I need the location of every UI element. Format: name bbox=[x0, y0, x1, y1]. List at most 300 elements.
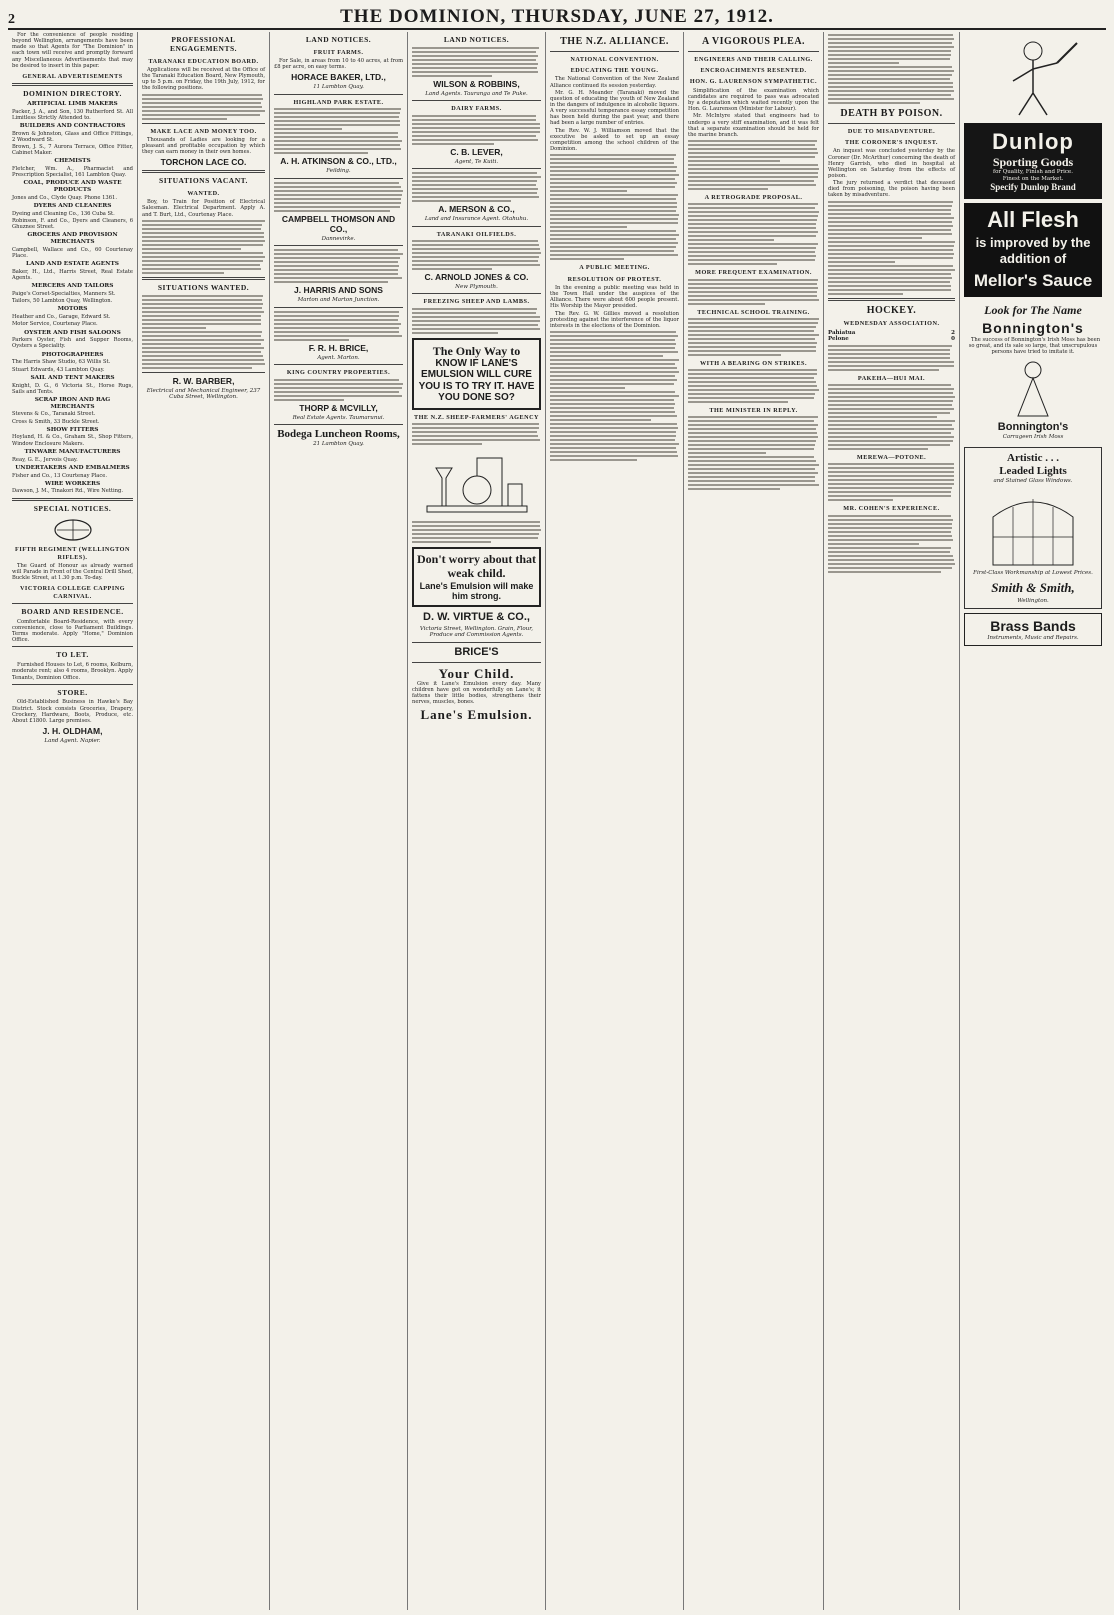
text-line bbox=[550, 154, 676, 156]
retrograde-heading: A RETROGRADE PROPOSAL. bbox=[704, 193, 803, 201]
text-line bbox=[274, 108, 401, 110]
text-line bbox=[828, 491, 951, 493]
text-line bbox=[688, 338, 815, 340]
text-line bbox=[550, 331, 676, 333]
directory-category: GROCERS AND PROVISION MERCHANTS bbox=[27, 232, 118, 246]
text-line bbox=[550, 190, 627, 192]
campbell-sub: Dannevirke. bbox=[321, 235, 356, 242]
alliance-body bbox=[550, 76, 679, 152]
vacant-text: Boy, to Train for Position of Electrical Salesman. Electrical Department. Apply A. and T. Burt, Ltd., Courtenay Place. bbox=[142, 199, 265, 218]
dunlop-line2: Finest on the Market. bbox=[1002, 175, 1064, 182]
text-line bbox=[142, 232, 264, 234]
text-line bbox=[550, 234, 679, 236]
text-line bbox=[828, 269, 955, 271]
text-line bbox=[412, 435, 538, 437]
directory-item: Tailors, 50 Lambton Quay, Wellington. bbox=[12, 298, 113, 305]
text-line bbox=[688, 401, 788, 403]
text-line bbox=[550, 439, 675, 441]
text-line bbox=[274, 148, 401, 150]
text-line bbox=[688, 255, 816, 257]
text-line bbox=[688, 176, 818, 178]
text-line bbox=[828, 249, 953, 251]
brices-name: BRICE'S bbox=[454, 645, 499, 658]
plea-sub1: ENGINEERS AND THEIR CALLING. bbox=[694, 55, 813, 63]
lace-company: TORCHON LACE CO. bbox=[160, 157, 247, 168]
text-line bbox=[274, 132, 398, 134]
dont-worry-ad bbox=[412, 547, 541, 607]
smith-name: Smith & Smith, bbox=[991, 579, 1075, 595]
text-line bbox=[412, 537, 538, 539]
text-line bbox=[142, 315, 261, 317]
text-line bbox=[688, 464, 819, 466]
store-text: Old-Established Business in Hawke's Bay District. Stock consists Groceries, Drapery, Crockery, Hardware, Boots, Produce, etc. About £1800. Large premises. bbox=[12, 699, 133, 724]
text-line bbox=[142, 335, 261, 337]
text-line bbox=[274, 210, 390, 212]
dunlop-ad bbox=[964, 123, 1102, 199]
directory-item: Jones and Co., Clyde Quay. Phone 1361. bbox=[12, 195, 117, 202]
lanes-emulsion-ad bbox=[412, 338, 541, 410]
text-line bbox=[142, 236, 264, 238]
text-line bbox=[688, 420, 814, 422]
oldham-name: J. H. OLDHAM, bbox=[42, 725, 103, 736]
directory-category: OYSTER AND FISH SALOONS bbox=[24, 329, 121, 336]
text-line bbox=[688, 440, 816, 442]
lights-2: Leaded Lights bbox=[999, 464, 1067, 477]
directory-item: Heather and Co., Garage, Edward St. bbox=[12, 314, 111, 321]
text-line bbox=[142, 331, 262, 333]
score-row bbox=[828, 336, 955, 342]
text-line bbox=[142, 252, 263, 254]
text-line bbox=[412, 143, 494, 145]
text-line bbox=[412, 75, 492, 77]
text-line bbox=[828, 416, 937, 418]
allflesh-1: All Flesh bbox=[987, 206, 1079, 232]
text-line bbox=[550, 254, 678, 256]
poison-sub1: DUE TO MISADVENTURE. bbox=[847, 127, 936, 135]
text-line bbox=[688, 385, 817, 387]
directory-category: PHOTOGRAPHERS bbox=[41, 351, 104, 358]
text-line bbox=[550, 355, 663, 357]
text-line bbox=[550, 186, 675, 188]
directory-heading: DOMINION DIRECTORY. bbox=[23, 89, 122, 99]
directory-category: MERCERS AND TAILORS bbox=[31, 283, 114, 290]
text-line bbox=[412, 308, 537, 310]
text-line bbox=[688, 428, 816, 430]
text-line bbox=[828, 467, 954, 469]
text-line bbox=[550, 403, 675, 405]
text-line bbox=[274, 257, 400, 259]
text-line bbox=[688, 424, 818, 426]
text-line bbox=[550, 419, 651, 421]
text-line bbox=[688, 346, 816, 348]
text-line bbox=[688, 432, 817, 434]
regiment-heading: FIFTH REGIMENT (WELLINGTON RIFLES). bbox=[15, 546, 130, 561]
lace-heading: MAKE LACE AND MONEY TOO. bbox=[150, 127, 257, 135]
newspaper-columns bbox=[8, 32, 1106, 1610]
text-line bbox=[274, 395, 402, 397]
text-line bbox=[142, 339, 264, 341]
text-line bbox=[688, 330, 814, 332]
text-line bbox=[828, 58, 950, 60]
bonn-brand-sub: Carrageen Irish Moss bbox=[1002, 434, 1064, 441]
text-line bbox=[412, 312, 536, 314]
prof-heading: PROFESSIONAL ENGAGEMENTS. bbox=[169, 35, 238, 53]
text-line bbox=[550, 178, 675, 180]
text-line bbox=[828, 515, 951, 517]
text-line bbox=[828, 261, 895, 263]
poison-sub2: THE CORONER'S INQUEST. bbox=[845, 139, 938, 147]
dunlop-line1: for Quality, Finish and Price. bbox=[993, 169, 1073, 176]
text-line bbox=[828, 225, 953, 227]
text-line bbox=[142, 260, 263, 262]
merewa-heading: MEREWA—POTONE. bbox=[856, 454, 927, 461]
alliance-sub2: EDUCATING THE YOUNG. bbox=[570, 67, 659, 75]
baker-sub: 11 Lambton Quay. bbox=[313, 84, 364, 91]
laboratory-illustration bbox=[422, 448, 532, 518]
column-6 bbox=[684, 32, 824, 1610]
directory-category: ARTIFICIAL LIMB MAKERS bbox=[27, 100, 118, 107]
bodega-name: Bodega Luncheon Rooms, bbox=[277, 428, 400, 441]
text-line bbox=[550, 343, 676, 345]
text-line bbox=[412, 248, 540, 250]
text-line bbox=[688, 180, 814, 182]
oldham-sub: Land Agent. Napier. bbox=[44, 737, 101, 744]
text-line bbox=[274, 379, 399, 381]
text-line bbox=[274, 391, 399, 393]
your-child-heading: Your Child. bbox=[438, 665, 515, 681]
text-line bbox=[828, 555, 953, 557]
text-line bbox=[550, 258, 624, 260]
dairy-heading: DAIRY FARMS. bbox=[451, 105, 502, 113]
jones-name: C. ARNOLD JONES & CO. bbox=[424, 271, 529, 282]
text-line bbox=[142, 299, 262, 301]
text-line bbox=[550, 435, 676, 437]
text-line bbox=[274, 120, 400, 122]
text-line bbox=[828, 400, 953, 402]
text-line bbox=[274, 190, 403, 192]
window-illustration bbox=[983, 487, 1083, 567]
directory-item: Campbell, Wallace and Co., 60 Courtenay Place. bbox=[12, 247, 133, 260]
mellors-sauce-ad bbox=[964, 203, 1102, 298]
text-line bbox=[274, 331, 399, 333]
smith-city: Wellington. bbox=[1017, 597, 1049, 604]
bonningtons-ad bbox=[964, 303, 1102, 441]
text-line bbox=[688, 468, 815, 470]
text-line bbox=[688, 231, 818, 233]
text-line bbox=[142, 98, 263, 100]
score-table bbox=[828, 330, 955, 343]
vacant2-heading: SITUATIONS WANTED. bbox=[157, 282, 250, 292]
article-paragraph: In the evening a public meeting was held in the Town Hall under the auspices of the Alliance. There were about 600 people present. His Worship the Mayor presided. bbox=[550, 284, 679, 310]
column-7 bbox=[824, 32, 960, 1610]
thorp-sub: Real Estate Agents. Taumarunui. bbox=[292, 414, 385, 421]
article-paragraph: Mr. G. H. Meander (Taranaki) moved the question of educating the youth of New Zealand in the dangers of indulgence in alcoholic liquors. A very successful temperance essay competition has been held during the past year, and there had been a large number of entries. bbox=[550, 89, 679, 127]
text-line bbox=[828, 444, 950, 446]
text-line bbox=[274, 202, 401, 204]
text-line bbox=[828, 94, 951, 96]
page-number: 2 bbox=[8, 12, 15, 27]
column-3 bbox=[270, 32, 408, 1610]
lever-name: C. B. LEVER, bbox=[450, 146, 503, 157]
masthead bbox=[8, 4, 1106, 30]
text-line bbox=[688, 227, 816, 229]
text-line bbox=[142, 343, 261, 345]
text-line bbox=[274, 383, 403, 385]
directory-item: Reay, G. E., Jervois Quay. bbox=[12, 456, 78, 463]
land-heading-4: LAND NOTICES. bbox=[443, 35, 510, 44]
text-line bbox=[412, 176, 541, 178]
text-line bbox=[828, 281, 950, 283]
text-line bbox=[688, 215, 818, 217]
text-line bbox=[550, 375, 675, 377]
brass-bands-ad bbox=[964, 613, 1102, 646]
brice-name: F. R. H. BRICE, bbox=[308, 342, 369, 353]
text-line bbox=[142, 303, 263, 305]
text-line bbox=[828, 563, 955, 565]
minister-heading: THE MINISTER IN REPLY. bbox=[709, 407, 798, 415]
text-line bbox=[828, 531, 951, 533]
text-line bbox=[412, 71, 538, 73]
alliance-sub1: NATIONAL CONVENTION. bbox=[570, 55, 659, 63]
team-score: 2 bbox=[951, 329, 955, 336]
text-line bbox=[828, 499, 893, 501]
text-line bbox=[828, 361, 954, 363]
text-line bbox=[688, 243, 818, 245]
text-line bbox=[142, 319, 261, 321]
text-line bbox=[142, 272, 224, 274]
text-line bbox=[688, 152, 818, 154]
text-line bbox=[412, 439, 540, 441]
text-line bbox=[688, 188, 768, 190]
text-line bbox=[412, 172, 537, 174]
sportsman-illustration bbox=[973, 35, 1093, 119]
text-line bbox=[412, 525, 540, 527]
text-line bbox=[142, 248, 241, 250]
text-line bbox=[412, 55, 538, 57]
text-line bbox=[550, 174, 679, 176]
text-line bbox=[274, 112, 400, 114]
text-line bbox=[550, 222, 678, 224]
text-line bbox=[274, 249, 398, 251]
text-line bbox=[274, 265, 399, 267]
text-line bbox=[828, 241, 955, 243]
text-line bbox=[688, 342, 817, 344]
text-line bbox=[688, 279, 818, 281]
lanes-line-1: The Only Way to bbox=[432, 343, 521, 358]
text-line bbox=[142, 110, 265, 112]
text-line bbox=[828, 217, 954, 219]
text-line bbox=[274, 335, 402, 337]
text-line bbox=[828, 46, 954, 48]
text-line bbox=[412, 260, 538, 262]
text-line bbox=[688, 452, 766, 454]
text-line bbox=[274, 206, 400, 208]
text-line bbox=[828, 209, 951, 211]
text-line bbox=[142, 351, 261, 353]
wanted-label: WANTED. bbox=[187, 190, 220, 198]
text-line bbox=[274, 253, 403, 255]
team-name: Pelone bbox=[828, 336, 849, 343]
text-line bbox=[412, 328, 540, 330]
crest-icon bbox=[43, 516, 103, 542]
text-line bbox=[550, 182, 677, 184]
text-line bbox=[688, 416, 818, 418]
text-line bbox=[688, 203, 818, 205]
farmers-heading: THE N.Z. SHEEP-FARMERS' AGENCY bbox=[413, 413, 540, 421]
text-line bbox=[828, 349, 950, 351]
text-line bbox=[412, 135, 536, 137]
directory-category: CHEMISTS bbox=[54, 158, 91, 165]
text-line bbox=[828, 62, 899, 64]
vacant-heading: SITUATIONS VACANT. bbox=[159, 176, 248, 186]
text-line bbox=[828, 82, 953, 84]
text-line bbox=[550, 407, 674, 409]
directory-item: Stevens & Co., Taranaki Street. bbox=[12, 411, 96, 418]
directory-category: WIRE WORKERS bbox=[44, 480, 101, 487]
frequent-heading: MORE FREQUENT EXAMINATION. bbox=[695, 269, 812, 277]
pakeha-heading: PAKEHA—HUI MAI. bbox=[857, 374, 926, 382]
text-line bbox=[412, 59, 536, 61]
text-line bbox=[274, 315, 399, 317]
text-line bbox=[274, 311, 399, 313]
lanes-line-2: KNOW IF LANE'S EMULSION WILL CURE YOU IS TO TRY IT. HAVE YOU DONE SO? bbox=[418, 357, 535, 404]
highland-heading: HIGHLAND PARK ESTATE. bbox=[293, 98, 384, 106]
text-line bbox=[412, 533, 539, 535]
article-paragraph: Simplification of the examination which candidates are required to pass was advocated by a deputation which waited recently upon the Hon. G. Laurenson (Minister for Labour). bbox=[688, 87, 819, 113]
text-line bbox=[828, 98, 954, 100]
wilson-sub: Land Agents. Tauranga and Te Puke. bbox=[425, 90, 528, 97]
lady-illustration bbox=[988, 358, 1078, 418]
text-line bbox=[550, 230, 676, 232]
directory-category: COAL, PRODUCE AND WASTE PRODUCTS bbox=[23, 180, 122, 194]
bonn-look: Look for The Name bbox=[984, 303, 1082, 318]
text-line bbox=[142, 228, 261, 230]
lanes-footer: Lane's Emulsion. bbox=[420, 706, 533, 722]
lace-text: Thousands of Ladies are looking for a pleasant and profitable occupation by which they can earn money in their own homes. bbox=[142, 136, 265, 156]
merson-sub: Land and Insurance Agent. Otahuhu. bbox=[424, 216, 529, 223]
text-line bbox=[550, 455, 678, 457]
text-line bbox=[550, 214, 679, 216]
text-line bbox=[274, 186, 401, 188]
text-line bbox=[688, 263, 777, 265]
fruit-heading: FRUIT FARMS. bbox=[313, 48, 364, 56]
text-line bbox=[274, 339, 349, 341]
text-line bbox=[688, 168, 819, 170]
text-line bbox=[828, 539, 953, 541]
text-line bbox=[550, 339, 675, 341]
merson-name: A. MERSON & CO., bbox=[438, 204, 515, 215]
allflesh-2: is improved by the addition of bbox=[975, 234, 1091, 266]
text-line bbox=[412, 123, 540, 125]
text-line bbox=[828, 543, 919, 545]
text-line bbox=[550, 399, 674, 401]
text-line bbox=[828, 567, 952, 569]
text-line bbox=[828, 519, 953, 521]
regiment-text: The Guard of Honour as already warned will Parade in Front of the Central Drill Shed, Buckle Street, at 1.30 p.m. To-day. bbox=[12, 563, 133, 582]
text-line bbox=[828, 38, 954, 40]
text-line bbox=[274, 116, 399, 118]
poison-headline: DEATH BY POISON. bbox=[840, 108, 943, 119]
text-line bbox=[828, 265, 953, 267]
text-line bbox=[274, 136, 398, 138]
text-line bbox=[412, 188, 538, 190]
text-line bbox=[550, 387, 625, 389]
harris-sub: Marton and Marton Junction. bbox=[297, 297, 380, 304]
text-line bbox=[274, 327, 399, 329]
text-line bbox=[412, 320, 540, 322]
text-line bbox=[550, 431, 676, 433]
text-line bbox=[828, 388, 954, 390]
tolet-text: Furnished Houses to Let, 6 rooms, Kelburn, moderate rent; also 4 rooms, Brooklyn. Apply Tenants, Dominion Office. bbox=[12, 662, 133, 681]
text-line bbox=[550, 371, 679, 373]
text-line bbox=[412, 427, 539, 429]
text-line bbox=[550, 347, 675, 349]
text-line bbox=[274, 273, 398, 275]
plea-headline: A VIGOROUS PLEA. bbox=[701, 36, 806, 47]
education-board-heading: TARANAKI EDUCATION BOARD. bbox=[148, 57, 259, 65]
text-line bbox=[412, 423, 539, 425]
text-line bbox=[828, 42, 952, 44]
text-line bbox=[412, 264, 540, 266]
campbell-name: CAMPBELL THOMSON AND CO., bbox=[281, 213, 396, 234]
text-line bbox=[274, 323, 401, 325]
lever-sub: Agent, Te Kuiti. bbox=[454, 158, 499, 165]
prof-text: Applications will be received at the Office of the Taranaki Education Board, New Plymouth, up to 5 p.m. on Friday, the 19th July, 1912, for the following positions. bbox=[142, 67, 265, 92]
text-line bbox=[688, 283, 817, 285]
text-line bbox=[142, 355, 263, 357]
text-line bbox=[550, 218, 678, 220]
text-line bbox=[412, 63, 538, 65]
text-line bbox=[550, 351, 678, 353]
text-line bbox=[550, 250, 674, 252]
text-line bbox=[550, 242, 678, 244]
meeting-heading: A PUBLIC MEETING. bbox=[579, 264, 650, 272]
text-line bbox=[688, 460, 816, 462]
text-line bbox=[412, 119, 536, 121]
text-line bbox=[412, 51, 536, 53]
lights-1: Artistic . . . bbox=[1007, 451, 1059, 464]
text-line bbox=[828, 479, 954, 481]
text-line bbox=[550, 210, 676, 212]
text-line bbox=[550, 427, 678, 429]
virtue-sub: Victoria Street, Wellington. Grain, Flour, Produce and Commission Agents. bbox=[419, 625, 534, 639]
text-line bbox=[142, 224, 262, 226]
text-line bbox=[688, 156, 815, 158]
text-line bbox=[828, 213, 951, 215]
text-line bbox=[828, 74, 952, 76]
text-line bbox=[688, 219, 817, 221]
text-line bbox=[828, 487, 952, 489]
text-line bbox=[828, 463, 954, 465]
dont-worry-sub: Lane's Emulsion will make him strong. bbox=[419, 580, 534, 602]
plea-sub2: ENCROACHMENTS RESENTED. bbox=[700, 67, 807, 75]
king-heading: KING COUNTRY PROPERTIES. bbox=[286, 369, 391, 377]
lights-3: and Stained Glass Windows. bbox=[993, 477, 1073, 484]
text-line bbox=[142, 244, 263, 246]
text-line bbox=[550, 246, 676, 248]
text-line bbox=[688, 211, 819, 213]
text-line bbox=[688, 140, 817, 142]
text-line bbox=[828, 78, 950, 80]
text-line bbox=[828, 424, 952, 426]
special-notices-heading: SPECIAL NOTICES. bbox=[33, 503, 112, 513]
cohen-heading: MR. COHEN'S EXPERIENCE. bbox=[843, 505, 940, 513]
text-line bbox=[412, 196, 539, 198]
text-line bbox=[550, 415, 677, 417]
your-child-text: Give it Lane's Emulsion every day. Many children have got on wonderfully on Lane's; it fattens their little bodies, strengthens their nerves, muscles, bones. bbox=[412, 681, 541, 706]
text-line bbox=[142, 363, 265, 365]
text-line bbox=[550, 166, 677, 168]
